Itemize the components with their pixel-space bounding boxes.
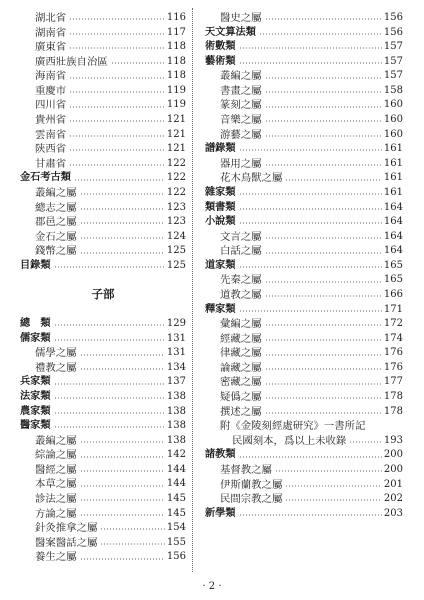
dot-leader	[80, 222, 165, 224]
toc-entry	[20, 98, 186, 113]
column-divider	[192, 8, 193, 572]
page-footer-number: · 2 ·	[202, 581, 222, 592]
dot-leader	[54, 383, 165, 385]
dot-leader	[265, 324, 382, 326]
page-number: 142	[166, 449, 186, 461]
dot-leader	[265, 339, 382, 341]
entry-title: 陝西省	[35, 143, 67, 156]
toc-entry	[205, 419, 403, 434]
toc-category-entry	[20, 332, 186, 347]
entry-title: 甘肅省	[35, 157, 67, 170]
toc-entry	[20, 492, 186, 507]
page-number: 121	[166, 143, 186, 155]
dot-leader	[80, 456, 165, 458]
toc-category-entry	[205, 448, 403, 463]
entry-title: 小說類	[205, 216, 236, 228]
page-number: 134	[166, 361, 186, 373]
dot-leader	[69, 77, 165, 79]
page-number: 121	[166, 128, 186, 140]
entry-title: 民間宗教之屬	[220, 493, 283, 506]
dot-leader	[80, 237, 165, 239]
entry-title: 雜家類	[205, 186, 236, 198]
page-number: 118	[166, 41, 186, 53]
entry-title: 器用之屬	[220, 157, 262, 170]
page-number: 122	[166, 186, 186, 198]
page-number: 116	[166, 12, 186, 23]
entry-title: 附《金陵刻經處研究》一書所記	[220, 420, 366, 433]
dot-leader	[69, 135, 165, 137]
dot-leader	[265, 237, 382, 239]
page-number: 137	[166, 376, 186, 388]
toc-entry	[20, 113, 186, 128]
entry-title: 儒家類	[20, 332, 51, 344]
toc-entry	[205, 230, 403, 245]
entry-title: 錢幣之屬	[35, 245, 77, 258]
dot-leader	[80, 193, 165, 195]
page-number: 161	[383, 172, 403, 184]
entry-title: 書畫之屬	[220, 84, 262, 97]
toc-entry	[205, 244, 403, 259]
page-number: 164	[383, 230, 403, 242]
dot-leader	[265, 106, 382, 108]
page-number: 178	[383, 405, 403, 417]
toc-entry	[20, 215, 186, 230]
toc-entry	[20, 40, 186, 55]
toc-entry	[205, 11, 403, 26]
dot-leader	[69, 164, 165, 166]
page-number: 160	[383, 114, 403, 126]
page-number: 157	[383, 41, 403, 53]
page-number: 161	[383, 143, 403, 155]
entry-title: 術數類	[205, 41, 236, 53]
toc-entry	[205, 317, 403, 332]
dot-leader	[265, 18, 382, 20]
entry-title: 禮教之屬	[35, 361, 77, 374]
page-number: 165	[383, 274, 403, 286]
page-number: 117	[166, 26, 186, 38]
page-number: 138	[166, 390, 186, 402]
toc-entry	[205, 405, 403, 420]
entry-title: 基督教之屬	[220, 463, 272, 476]
dot-leader	[100, 528, 165, 530]
page-number: 174	[383, 332, 403, 344]
entry-title: 農家類	[20, 405, 51, 417]
toc-entry	[20, 142, 186, 157]
entry-title: 四川省	[35, 99, 67, 112]
dot-leader	[111, 62, 165, 64]
page-number: 119	[166, 99, 186, 111]
toc-category-entry	[20, 259, 186, 274]
page-number: 145	[166, 507, 186, 519]
toc-category-entry	[20, 405, 186, 420]
entry-title: 醫家類	[20, 420, 51, 432]
toc-category-entry	[205, 201, 403, 216]
toc-entry	[20, 26, 186, 41]
toc-right-column	[205, 11, 403, 521]
dot-leader	[265, 120, 382, 122]
toc-category-entry	[205, 507, 403, 522]
entry-title: 金石考古類	[20, 172, 71, 184]
entry-title: 先秦之屬	[220, 274, 262, 287]
dot-leader	[239, 222, 382, 224]
entry-title: 雲南省	[35, 128, 67, 141]
toc-entry	[20, 521, 186, 536]
dot-leader	[239, 208, 382, 210]
dot-leader	[265, 412, 382, 414]
entry-title: 醫案醫話之屬	[35, 536, 98, 549]
entry-title: 論藏之屬	[220, 361, 262, 374]
toc-category-entry	[205, 259, 403, 274]
entry-title: 醫史之屬	[220, 12, 262, 24]
dot-leader	[80, 368, 165, 370]
toc-entry	[20, 536, 186, 551]
toc-entry	[20, 477, 186, 492]
page-number: 171	[383, 303, 403, 315]
page-number: 157	[383, 70, 403, 82]
toc-entry	[20, 507, 186, 522]
page-number: 160	[383, 128, 403, 140]
toc-category-entry	[20, 390, 186, 405]
dot-leader	[69, 149, 165, 151]
page-number: 131	[166, 347, 186, 359]
toc-entry	[20, 55, 186, 70]
entry-title: 伊斯蘭教之屬	[220, 478, 283, 491]
page-number: 157	[383, 55, 403, 67]
toc-entry	[205, 390, 403, 405]
entry-title: 密藏之屬	[220, 376, 262, 389]
entry-title: 音樂之屬	[220, 114, 262, 127]
dot-leader	[80, 485, 165, 487]
toc-category-entry	[205, 215, 403, 230]
toc-category-entry	[205, 55, 403, 70]
toc-entry	[20, 361, 186, 376]
dot-leader	[285, 179, 382, 181]
entry-title: 目錄類	[20, 259, 51, 271]
entry-title: 彙編之屬	[220, 318, 262, 331]
entry-title: 經藏之屬	[220, 332, 262, 345]
toc-entry	[20, 550, 186, 565]
toc-category-entry	[20, 375, 186, 390]
dot-leader	[54, 324, 165, 326]
entry-title: 類書類	[205, 201, 236, 213]
dot-leader	[80, 354, 165, 356]
toc-entry	[205, 98, 403, 113]
page-number: 177	[383, 376, 403, 388]
entry-title: 疑僞之屬	[220, 391, 262, 404]
entry-title: 郡邑之屬	[35, 216, 77, 229]
dot-leader	[265, 354, 382, 356]
toc-entry	[20, 463, 186, 478]
dot-leader	[239, 47, 382, 49]
toc-entry	[20, 157, 186, 172]
page-number: 154	[166, 522, 186, 534]
page-number: 125	[166, 259, 186, 271]
toc-entry	[20, 448, 186, 463]
toc-entry	[205, 332, 403, 347]
page-number: 200	[383, 449, 403, 461]
entry-title: 譜錄類	[205, 143, 236, 155]
page-number: 129	[166, 318, 186, 330]
dot-leader	[285, 499, 382, 501]
toc-entry-list	[205, 11, 403, 521]
toc-category-entry	[20, 171, 186, 186]
page-number: 164	[383, 216, 403, 228]
page-number: 202	[383, 493, 403, 505]
page-number: 138	[166, 405, 186, 417]
page-number: 200	[383, 463, 403, 475]
entry-title: 游藝之屬	[220, 128, 262, 141]
page-number: 125	[166, 245, 186, 257]
toc-entry-list	[20, 317, 186, 565]
dot-leader	[265, 91, 382, 93]
page-number: 121	[166, 114, 186, 126]
dot-leader	[100, 543, 165, 545]
entry-title: 方論之屬	[35, 507, 77, 520]
page-number: 138	[166, 420, 186, 432]
dot-leader	[239, 514, 382, 516]
page-number: 118	[166, 55, 186, 67]
entry-title: 篆刻之屬	[220, 99, 262, 112]
dot-leader	[239, 193, 382, 195]
page-number: 176	[383, 347, 403, 359]
entry-title: 叢編之屬	[35, 434, 77, 447]
dot-leader	[265, 164, 382, 166]
dot-leader	[54, 339, 165, 341]
page-number: 176	[383, 361, 403, 373]
dot-leader	[69, 120, 165, 122]
toc-entry	[205, 434, 403, 449]
page-number: 156	[383, 12, 403, 23]
dot-leader	[69, 91, 165, 93]
toc-entry	[20, 201, 186, 216]
dot-leader	[265, 397, 382, 399]
entry-title: 湖南省	[35, 26, 67, 39]
entry-title: 花木鳥獸之屬	[220, 172, 283, 185]
entry-title: 針灸推拿之屬	[35, 522, 98, 535]
page-number: 160	[383, 99, 403, 111]
entry-title: 白話之屬	[220, 245, 262, 258]
dot-leader	[239, 149, 382, 151]
dot-leader	[80, 470, 165, 472]
entry-title: 兵家類	[20, 376, 51, 388]
toc-category-entry	[205, 303, 403, 318]
page-number: 145	[166, 493, 186, 505]
toc-category-entry	[205, 186, 403, 201]
entry-title: 法家類	[20, 390, 51, 402]
entry-title: 總 類	[20, 318, 51, 330]
page-number: 131	[166, 332, 186, 344]
entry-title: 養生之屬	[35, 551, 77, 564]
dot-leader	[80, 514, 165, 516]
entry-title: 湖北省	[35, 12, 67, 24]
dot-leader	[54, 426, 165, 428]
toc-entry	[20, 346, 186, 361]
toc-entry	[205, 288, 403, 303]
dot-leader	[265, 281, 382, 283]
entry-title: 綜論之屬	[35, 449, 77, 462]
page-number: 172	[383, 318, 403, 330]
entry-title: 貴州省	[35, 114, 67, 127]
dot-leader	[265, 295, 382, 297]
entry-title: 民國刻本，爲以上未收錄	[232, 434, 347, 447]
entry-title: 諸教類	[205, 449, 236, 461]
dot-leader	[80, 208, 165, 210]
dot-leader	[74, 179, 165, 181]
toc-category-entry	[205, 142, 403, 157]
toc-left-column	[20, 11, 186, 565]
page-number: 122	[166, 172, 186, 184]
toc-entry-list	[20, 11, 186, 273]
entry-title: 海南省	[35, 70, 67, 83]
toc-entry	[20, 244, 186, 259]
entry-title: 叢編之屬	[35, 186, 77, 199]
dot-leader	[80, 499, 165, 501]
dot-leader	[265, 77, 382, 79]
dot-leader	[80, 558, 165, 560]
toc-category-entry	[20, 317, 186, 332]
toc-entry	[205, 492, 403, 507]
page-number: 201	[383, 478, 403, 490]
page-number: 123	[166, 216, 186, 228]
page-number: 158	[383, 84, 403, 96]
entry-title: 本草之屬	[35, 478, 77, 491]
toc-entry	[20, 11, 186, 26]
entry-title: 律藏之屬	[220, 347, 262, 360]
dot-leader	[80, 441, 165, 443]
page-number: 165	[383, 259, 403, 271]
page-number: 138	[166, 434, 186, 446]
entry-title: 總志之屬	[35, 201, 77, 214]
dot-leader	[259, 33, 382, 35]
dot-leader	[54, 412, 165, 414]
dot-leader	[275, 470, 382, 472]
toc-entry	[20, 186, 186, 201]
entry-title: 新學類	[205, 507, 236, 519]
entry-title: 廣西壯族自治區	[35, 55, 108, 68]
page-number: 119	[166, 84, 186, 96]
page-number: 164	[383, 201, 403, 213]
toc-entry	[205, 157, 403, 172]
page-number: 203	[383, 507, 403, 519]
toc-entry	[205, 273, 403, 288]
toc-entry	[20, 128, 186, 143]
dot-leader	[239, 310, 382, 312]
dot-leader	[265, 135, 382, 137]
dot-leader	[265, 368, 382, 370]
entry-title: 儒學之屬	[35, 347, 77, 360]
toc-category-entry	[20, 419, 186, 434]
entry-title: 診法之屬	[35, 493, 77, 506]
toc-category-entry	[205, 26, 403, 41]
toc-category-entry	[205, 40, 403, 55]
toc-entry	[205, 113, 403, 128]
entry-title: 道家類	[205, 259, 236, 271]
dot-leader	[239, 266, 382, 268]
page-number: 144	[166, 478, 186, 490]
toc-entry	[20, 69, 186, 84]
entry-title: 廣東省	[35, 41, 67, 54]
page-number: 193	[383, 434, 403, 446]
page-number: 155	[166, 536, 186, 548]
dot-leader	[69, 18, 165, 20]
page-number: 178	[383, 391, 403, 403]
page-number: 122	[166, 157, 186, 169]
entry-title: 天文算法類	[205, 26, 256, 38]
dot-leader	[69, 33, 165, 35]
dot-leader	[285, 485, 382, 487]
dot-leader	[54, 266, 165, 268]
dot-leader	[265, 252, 382, 254]
dot-leader	[54, 397, 165, 399]
dot-leader	[80, 252, 165, 254]
dot-leader	[349, 441, 382, 443]
toc-entry	[205, 346, 403, 361]
entry-title: 金石之屬	[35, 230, 77, 243]
page-number: 166	[383, 288, 403, 300]
toc-entry	[205, 478, 403, 493]
toc-entry	[205, 375, 403, 390]
page-number: 161	[383, 157, 403, 169]
dot-leader	[69, 47, 165, 49]
entry-title: 叢編之屬	[220, 70, 262, 83]
page-number: 161	[383, 186, 403, 198]
page-number: 156	[383, 26, 403, 38]
page-number: 164	[383, 245, 403, 257]
page-number: 123	[166, 201, 186, 213]
entry-title: 釋家類	[205, 303, 236, 315]
toc-entry	[20, 434, 186, 449]
dot-leader	[239, 62, 382, 64]
dot-leader	[265, 383, 382, 385]
toc-entry	[205, 69, 403, 84]
page-number: 118	[166, 70, 186, 82]
toc-entry	[205, 361, 403, 376]
toc-entry	[205, 463, 403, 478]
toc-entry	[205, 171, 403, 186]
entry-title: 道教之屬	[220, 288, 262, 301]
part-heading: 子部	[91, 287, 115, 302]
entry-title: 撰述之屬	[220, 405, 262, 418]
toc-entry	[205, 128, 403, 143]
toc-entry	[205, 84, 403, 99]
page-number: 124	[166, 230, 186, 242]
entry-title: 文言之屬	[220, 230, 262, 243]
entry-title: 重慶市	[35, 84, 67, 97]
dot-leader	[69, 106, 165, 108]
toc-entry	[20, 230, 186, 245]
page-number: 156	[166, 551, 186, 563]
dot-leader	[239, 456, 382, 458]
entry-title: 藝術類	[205, 55, 236, 67]
toc-entry	[20, 84, 186, 99]
entry-title: 醫經之屬	[35, 463, 77, 476]
page-number: 144	[166, 463, 186, 475]
